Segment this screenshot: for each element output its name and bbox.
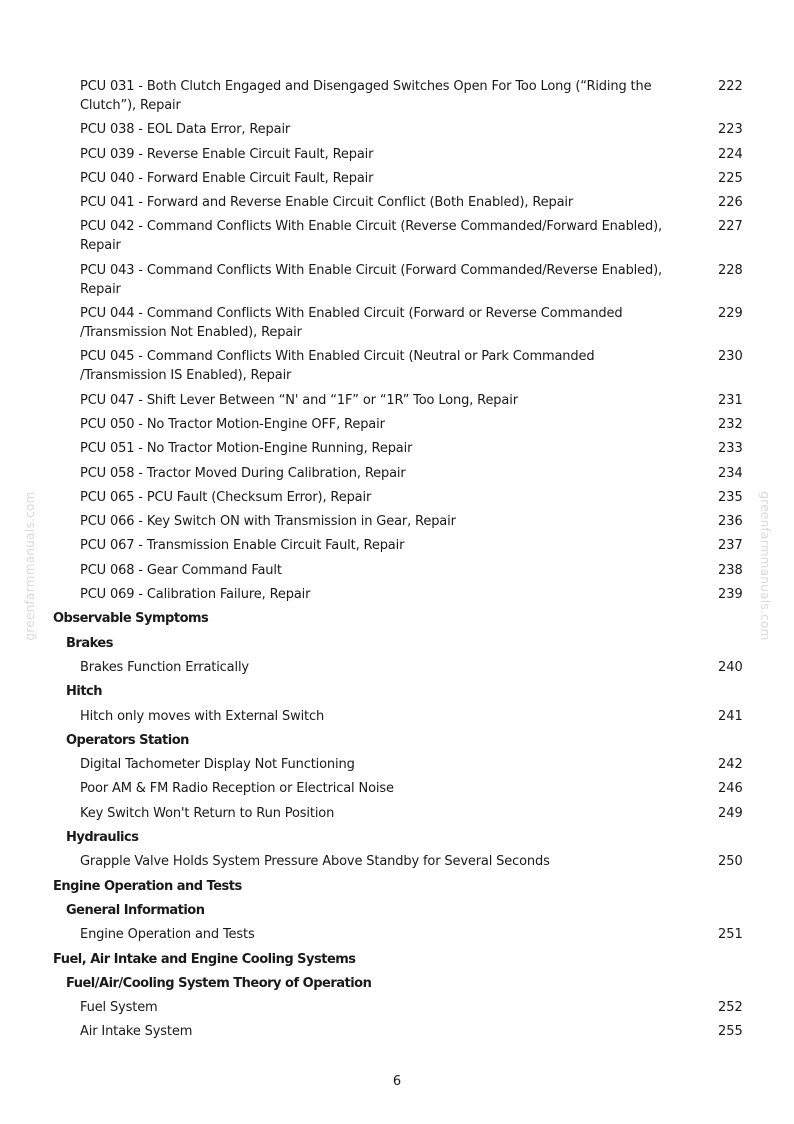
toc-entry-title: PCU 038 - EOL Data Error, Repair [80,122,291,138]
toc-entry-engine-operation-tests[interactable] [0,925,743,944]
toc-entry-page: 237 [718,538,743,554]
toc-section-title: Engine Operation and Tests [53,878,242,894]
toc-entry-hitch-external-switch[interactable] [0,707,743,726]
toc-entry-title: PCU 067 - Transmission Enable Circuit Fault, Repair [80,538,405,554]
toc-section-title: Fuel, Air Intake and Engine Cooling Systems [53,951,356,967]
toc-entry-title: Poor AM & FM Radio Reception or Electrical Noise [80,781,394,797]
toc-entry-digital-tachometer[interactable] [0,755,743,774]
toc-entry-page: 225 [718,170,743,186]
toc-entry-page: 251 [718,927,743,943]
toc-entry-page: 226 [718,195,743,211]
toc-subsection-title: General Information [66,902,205,918]
toc-entry-page: 249 [718,805,743,821]
toc-entry-page: 224 [718,146,743,162]
toc-entry-title: PCU 065 - PCU Fault (Checksum Error), Repair [80,489,372,505]
toc-subsection-brakes[interactable] [0,634,666,653]
toc-entry-page: 241 [718,708,743,724]
toc-entry-pcu-069[interactable] [0,585,743,604]
toc-entry-title: PCU 068 - Gear Command Fault [80,562,282,578]
toc-entry-page: 240 [718,659,743,675]
toc-entry-pcu-047[interactable] [0,391,743,410]
toc-entry-title: PCU 050 - No Tractor Motion-Engine OFF, Repair [80,416,385,432]
toc-entry-title: Hitch only moves with External Switch [80,708,325,724]
toc-entry-pcu-051[interactable] [0,439,743,458]
toc-entry-title: Brakes Function Erratically [80,659,249,675]
toc-entry-grapple-valve[interactable] [0,852,743,871]
toc-entry-pcu-042[interactable] [0,217,743,255]
toc-entry-title: PCU 058 - Tractor Moved During Calibration, Repair [80,465,406,481]
toc-entry-pcu-039[interactable] [0,145,743,164]
toc-entry-title: Fuel System [80,1000,158,1016]
toc-entry-title: PCU 040 - Forward Enable Circuit Fault, Repair [80,170,374,186]
toc-entry-page: 239 [718,587,743,603]
toc-entry-page: 230 [718,349,743,365]
toc-entry-page: 234 [718,465,743,481]
toc-section-fuel-air-cooling[interactable] [0,950,673,969]
toc-entry-page: 229 [718,306,743,322]
toc-entry-brakes-erratic[interactable] [0,658,743,677]
toc-entry-page: 252 [718,1000,743,1016]
table-of-contents [0,77,794,1047]
toc-entry-title: PCU 039 - Reverse Enable Circuit Fault, Repair [80,146,374,162]
toc-subsection-title: Operators Station [66,732,189,748]
toc-entry-title: Engine Operation and Tests [80,927,255,943]
toc-entry-page: 255 [718,1024,743,1040]
toc-entry-title: PCU 069 - Calibration Failure, Repair [80,587,311,603]
toc-entry-key-switch-run[interactable] [0,804,743,823]
toc-entry-page: 227 [718,219,743,235]
toc-entry-page: 228 [718,262,743,278]
toc-entry-page: 233 [718,441,743,457]
toc-entry-title: PCU 041 - Forward and Reverse Enable Circuit Conflict (Both Enabled), Repair [80,195,574,211]
toc-entry-pcu-066[interactable] [0,512,743,531]
toc-entry-pcu-050[interactable] [0,415,743,434]
toc-entry-page: 235 [718,489,743,505]
toc-entry-title: Grapple Valve Holds System Pressure Above Standby for Several Seconds [80,854,550,870]
toc-entry-pcu-058[interactable] [0,464,743,483]
toc-subsection-operators-station[interactable] [0,731,666,750]
toc-entry-title: Digital Tachometer Display Not Functioning [80,757,355,773]
toc-entry-title: PCU 051 - No Tractor Motion-Engine Running, Repair [80,441,413,457]
toc-entry-page: 250 [718,854,743,870]
toc-entry-pcu-045[interactable] [0,347,743,385]
toc-entry-title: Air Intake System [80,1024,193,1040]
toc-entry-pcu-038[interactable] [0,120,743,139]
watermark-left: greenfarmmanuals.com [23,491,37,641]
toc-entry-title: Key Switch Won't Return to Run Position [80,805,335,821]
toc-entry-pcu-067[interactable] [0,536,743,555]
toc-entry-radio-reception[interactable] [0,779,743,798]
toc-entry-page: 231 [718,392,743,408]
toc-section-observable-symptoms[interactable] [0,609,673,628]
toc-entry-title: PCU 042 - Command Conflicts With Enable Circuit (Reverse Commanded/Forward Enabled), Repair [80,219,662,254]
toc-entry-page: 236 [718,514,743,530]
toc-entry-page: 232 [718,416,743,432]
toc-subsection-hydraulics[interactable] [0,828,666,847]
toc-entry-page: 242 [718,757,743,773]
toc-subsection-title: Hitch [66,684,103,700]
toc-entry-pcu-065[interactable] [0,488,743,507]
toc-entry-pcu-040[interactable] [0,169,743,188]
toc-entry-pcu-068[interactable] [0,561,743,580]
toc-entry-pcu-043[interactable] [0,261,743,299]
toc-entry-title: PCU 047 - Shift Lever Between “N' and “1F” or “1R” Too Long, Repair [80,392,518,408]
toc-entry-title: PCU 044 - Command Conflicts With Enabled Circuit (Forward or Reverse Commanded /Transmission Not Enabled), Repair [80,306,623,341]
toc-entry-title: PCU 031 - Both Clutch Engaged and Disengaged Switches Open For Too Long (“Riding the Clutch”), Repair [80,79,652,113]
toc-entry-page: 222 [718,79,743,94]
toc-entry-page: 246 [718,781,743,797]
toc-entry-title: PCU 066 - Key Switch ON with Transmission in Gear, Repair [80,514,456,530]
watermark-right: greenfarmmanuals.com [758,491,772,641]
toc-subsection-general-information[interactable] [0,901,666,920]
toc-entry-fuel-system[interactable] [0,998,743,1017]
toc-entry-title: PCU 045 - Command Conflicts With Enabled Circuit (Neutral or Park Commanded /Transmission IS Enabled), Repair [80,349,595,384]
toc-subsection-title: Fuel/Air/Cooling System Theory of Operation [66,975,372,991]
toc-entry-pcu-044[interactable] [0,304,743,342]
toc-entry-pcu-031[interactable] [0,77,743,115]
toc-entry-page: 238 [718,562,743,578]
toc-subsection-title: Hydraulics [66,830,139,846]
toc-section-engine-operation[interactable] [0,877,673,896]
toc-section-title: Observable Symptoms [53,611,209,627]
toc-subsection-hitch[interactable] [0,682,666,701]
toc-subsection-title: Brakes [66,635,113,651]
toc-entry-title: PCU 043 - Command Conflicts With Enable Circuit (Forward Commanded/Reverse Enabled), Repair [80,262,662,297]
toc-entry-air-intake-system[interactable] [0,1022,743,1041]
toc-subsection-theory-of-operation[interactable] [0,974,666,993]
page-number: 6 [392,1074,402,1089]
toc-entry-page: 223 [718,122,743,138]
toc-entry-pcu-041[interactable] [0,193,743,212]
